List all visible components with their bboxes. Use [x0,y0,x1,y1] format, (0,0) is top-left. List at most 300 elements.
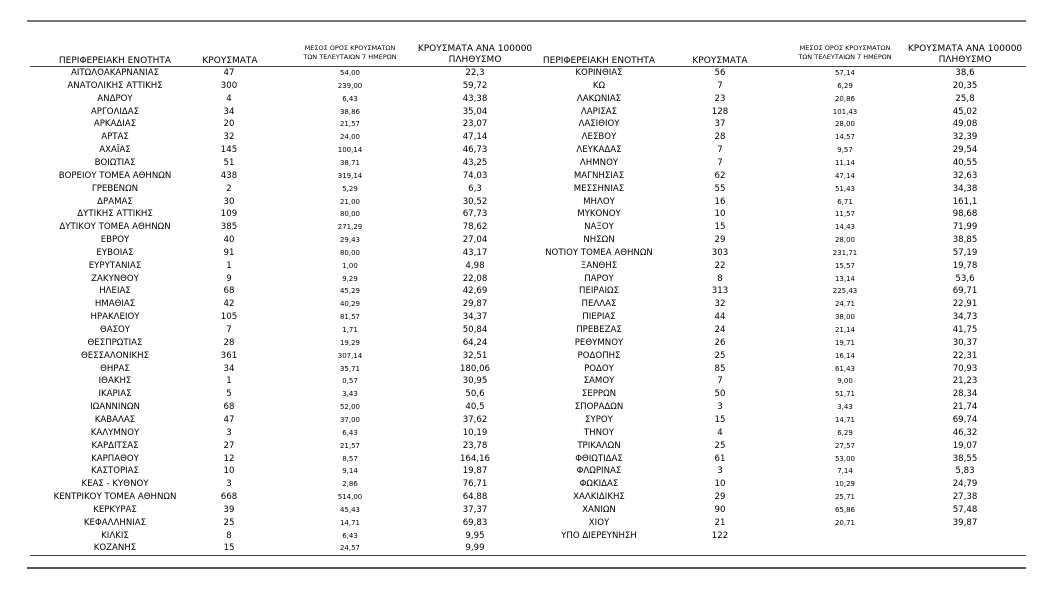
per100k-value: 64,88 [462,492,488,503]
region-name: ΠΡΕΒΕΖΑΣ [576,325,622,335]
cases-value: 50 [714,389,726,400]
cases-value: 10 [714,209,726,220]
header-per100k-line1: ΚΡΟΥΣΜΑΤΑ ΑΝΑ 100000 [417,44,533,54]
per100k-value: 34,37 [462,312,488,323]
region-name: ΡΟΔΟΥ [584,363,614,374]
per100k-value: 27,04 [462,235,488,246]
cases-value: 8 [226,530,232,541]
header-per100k-left [410,44,540,66]
cases-value: 9 [226,273,232,284]
per100k-value: 46,32 [952,427,978,438]
per100k-value: 10,19 [462,427,488,438]
cases-value: 55 [714,183,726,194]
region-name: ΔΥΤΙΚΟΥ ΤΟΜΕΑ ΑΘΗΝΩΝ [59,222,171,233]
avg-value: 20,71 [834,518,856,527]
per100k-value: 21,23 [952,376,978,387]
per100k-value: 69,83 [462,517,488,528]
region-name: ΖΑΚΥΝΘΟΥ [91,273,139,284]
cases-value: 22 [714,260,726,271]
avg-value: 1,71 [342,326,358,334]
region-name: ΧΙΟΥ [588,517,610,528]
avg-value: 13,14 [834,274,856,283]
per100k-value: 32,63 [952,170,978,181]
per100k-value: 78,62 [462,222,488,233]
per100k-value: 67,73 [462,209,488,220]
region-name: ΥΠΟ ΔΙΕΡΕΥΝΗΣΗ [561,530,637,541]
avg-value: 51,71 [834,390,856,399]
per100k-value: 35,04 [462,106,488,117]
cases-value: 668 [220,492,238,503]
cases-value: 61 [714,453,726,464]
cases-value: 21 [714,517,726,528]
avg-value: 6,71 [837,197,853,206]
avg-value: 21,57 [339,120,361,129]
cases-value: 32 [223,132,235,143]
avg-value: 19,29 [339,338,361,347]
region-name: ΚΑΡΠΑΘΟΥ [91,453,139,464]
per100k-value: 5,83 [955,466,975,477]
cases-value: 37 [714,119,726,130]
cases-value: 438 [220,170,238,181]
avg-value: 0,57 [342,377,358,386]
per100k-value: 37,37 [462,504,488,515]
per100k-value: 37,62 [462,414,488,425]
per100k-value: 40,5 [465,402,485,413]
region-name: ΑΙΤΩΛΟΑΚΑΡΝΑΝΙΑΣ [70,68,160,78]
avg-value: 38,71 [339,158,361,167]
cases-value: 32 [714,299,726,310]
cases-value: 7 [226,325,232,335]
cases-value: 300 [220,80,238,91]
cases-value: 303 [711,247,729,258]
avg-value: 25,71 [834,493,856,502]
region-name: ΗΛΕΙΑΣ [99,286,131,297]
header-region-left: ΠΕΡΙΦΕΡΕΙΑΚΗ ΕΝΟΤΗΤΑ [58,56,172,66]
avg-value: 9,14 [342,467,358,476]
region-name: ΡΕΘΥΜΝΟΥ [574,337,624,348]
region-name: ΠΙΕΡΙΑΣ [582,312,616,323]
cases-value: 7 [717,376,723,387]
avg-value: 231,71 [832,248,858,257]
per100k-value: 19,07 [952,440,978,451]
per100k-value: 69,71 [952,286,978,297]
avg-value: 53,00 [834,454,856,463]
avg-value: 27,57 [834,441,856,450]
cases-value: 23 [714,93,726,104]
region-name: ΚΟΖΑΝΗΣ [93,543,137,554]
cases-value: 2 [226,183,232,194]
avg-value: 10,29 [834,480,856,489]
per100k-value: 43,25 [462,157,488,168]
region-name: ΚΑΡΔΙΤΣΑΣ [91,440,139,451]
region-name: ΕΒΡΟΥ [100,235,130,246]
cases-value: 26 [714,337,726,348]
cases-value: 15 [223,543,235,554]
per100k-value: 30,52 [462,196,488,207]
avg-value: 80,00 [339,248,361,257]
cases-value: 361 [220,350,238,361]
avg-value: 52,00 [339,403,361,412]
cases-value: 1 [226,260,232,271]
avg-value: 14,71 [339,518,361,527]
avg-value: 14,57 [834,133,856,142]
region-name: ΣΑΜΟΥ [583,376,615,387]
region-name: ΗΡΑΚΛΕΙΟΥ [90,312,140,323]
cases-value: 90 [714,504,726,515]
cases-value: 28 [223,337,235,348]
region-name: ΙΘΑΚΗΣ [98,376,132,387]
cases-value: 85 [714,363,726,374]
cases-value: 44 [714,312,726,323]
per100k-value: 38,85 [952,235,978,246]
per100k-value: 69,74 [952,414,978,425]
avg-value: 37,00 [339,415,361,424]
per100k-value: 40,55 [952,157,978,168]
cases-value: 10 [714,479,726,490]
header-avg-right [785,44,905,62]
cases-value: 16 [714,196,726,207]
avg-value: 2,86 [342,480,358,489]
per100k-value: 98,68 [952,209,978,220]
avg-value: 6,43 [342,428,358,437]
cases-value: 24 [714,325,726,335]
per100k-value: 22,91 [952,299,978,310]
region-name: ΤΗΝΟΥ [583,427,615,438]
per100k-value: 22,3 [465,68,485,78]
per100k-value: 47,14 [462,132,488,143]
region-name: ΑΝΑΤΟΛΙΚΗΣ ΑΤΤΙΚΗΣ [67,80,163,91]
region-name: ΕΥΒΟΙΑΣ [96,247,134,258]
cases-value: 30 [223,196,235,207]
region-name: ΝΑΞΟΥ [584,222,614,233]
header-avg-line2-right: ΤΩΝ ΤΕΛΕΥΤΑΙΩΝ 7 ΗΜΕΡΩΝ [798,53,892,61]
cases-value: 20 [223,119,235,130]
cases-value: 3 [226,427,232,438]
region-name: ΛΑΣΙΘΙΟΥ [578,119,620,130]
cases-value: 68 [223,286,235,297]
cases-value: 91 [223,247,235,258]
region-name: ΧΑΛΚΙΔΙΚΗΣ [573,492,625,503]
avg-value: 14,43 [834,223,856,232]
region-name: ΘΕΣΣΑΛΟΝΙΚΗΣ [80,350,150,361]
cases-value: 7 [717,157,723,168]
region-name: ΛΑΚΩΝΙΑΣ [576,93,622,104]
region-name: ΔΡΑΜΑΣ [97,196,133,207]
avg-value: 9,00 [837,377,853,386]
region-name: ΣΠΟΡΑΔΩΝ [574,402,624,413]
avg-value: 9,57 [837,146,853,155]
region-name: ΚΕΡΚΥΡΑΣ [93,504,137,515]
cases-value: 3 [717,466,723,477]
region-name: ΜΕΣΣΗΝΙΑΣ [573,183,625,194]
region-name: ΠΕΙΡΑΙΩΣ [578,286,620,297]
avg-value: 28,00 [834,120,856,129]
top-rule [27,20,1026,22]
region-name: ΚΕΝΤΡΙΚΟΥ ΤΟΜΕΑ ΑΘΗΝΩΝ [53,492,177,503]
region-name: ΚΑΒΑΛΑΣ [94,414,136,425]
region-name: ΠΕΛΛΑΣ [581,299,617,310]
avg-value: 45,43 [339,505,361,514]
per100k-value: 41,75 [952,325,978,335]
region-name: ΑΡΤΑΣ [101,132,129,143]
avg-value: 271,29 [337,223,363,232]
region-name: ΓΡΕΒΕΝΩΝ [91,183,139,194]
per100k-value: 53,6 [955,273,975,284]
per100k-value: 23,78 [462,440,488,451]
region-name: ΝΗΣΩΝ [583,235,615,246]
avg-value: 19,71 [834,338,856,347]
cases-value: 4 [226,93,232,104]
region-name: ΔΥΤΙΚΗΣ ΑΤΤΙΚΗΣ [77,209,153,220]
per100k-value: 64,24 [462,337,488,348]
region-name: ΚΟΡΙΝΘΙΑΣ [575,68,623,78]
region-name: ΛΑΡΙΣΑΣ [580,106,618,117]
per100k-value: 45,02 [952,106,978,117]
per100k-value: 50,6 [465,389,485,400]
region-name: ΚΩ [592,80,606,91]
region-name: ΘΗΡΑΣ [100,363,130,374]
cases-value: 25 [714,440,726,451]
region-name: ΑΡΓΟΛΙΔΑΣ [90,106,140,117]
avg-value: 20,86 [834,94,856,103]
header-cases-left: ΚΡΟΥΣΜΑΤΑ [202,56,258,66]
per100k-value: 25,8 [955,93,975,104]
per100k-value: 180,06 [459,363,491,374]
region-name: ΕΥΡΥΤΑΝΙΑΣ [88,260,142,271]
avg-value: 5,29 [342,184,358,193]
region-name: ΚΕΑΣ - ΚΥΘΝΟΥ [81,479,149,490]
header-per100k-line2-right: ΠΛΗΘΥΣΜΟ [938,55,992,65]
per100k-value: 6,3 [468,183,482,194]
cases-value: 47 [223,68,235,78]
avg-value: 7,14 [837,467,853,476]
cases-value: 34 [223,106,235,117]
header-region-right: ΠΕΡΙΦΕΡΕΙΑΚΗ ΕΝΟΤΗΤΑ [542,56,656,66]
per100k-value: 50,84 [462,325,488,335]
per100k-value: 29,87 [462,299,488,310]
region-name: ΞΑΝΘΗΣ [580,260,618,271]
cases-value: 109 [220,209,238,220]
region-name: ΒΟΡΕΙΟΥ ΤΟΜΕΑ ΑΘΗΝΩΝ [58,170,172,181]
region-name: ΚΑΣΤΟΡΙΑΣ [91,466,139,477]
region-name: ΚΙΛΚΙΣ [101,530,129,541]
per100k-value: 9,95 [465,530,485,541]
cases-value: 39 [223,504,235,515]
avg-value: 3,43 [342,390,358,399]
per100k-value: 30,37 [952,337,978,348]
per100k-value: 59,72 [462,80,488,91]
avg-value: 38,00 [834,313,856,322]
per100k-value: 164,16 [459,453,491,464]
region-name: ΜΑΓΝΗΣΙΑΣ [573,170,625,181]
header-cases-right: ΚΡΟΥΣΜΑΤΑ [692,56,748,66]
per100k-value: 43,17 [462,247,488,258]
avg-value: 81,57 [339,313,361,322]
cases-value: 7 [717,80,723,91]
cases-value: 4 [717,427,723,438]
avg-value: 101,43 [832,107,858,116]
avg-value: 80,00 [339,210,361,219]
per100k-value: 76,71 [462,479,488,490]
region-name: ΘΕΣΠΡΩΤΙΑΣ [87,337,143,348]
cases-value: 7 [717,145,723,156]
avg-value: 61,43 [834,364,856,373]
cases-value: 27 [223,440,235,451]
region-name: ΘΑΣΟΥ [99,325,131,335]
avg-value: 225,43 [832,287,858,296]
per100k-value: 57,19 [952,247,978,258]
region-name: ΒΟΙΩΤΙΑΣ [94,157,136,168]
per100k-value: 32,51 [462,350,488,361]
avg-value: 21,14 [834,326,856,334]
cases-value: 29 [714,235,726,246]
cases-value: 8 [717,273,723,284]
region-name: ΑΧΑΪΑΣ [99,145,131,156]
per100k-value: 4,98 [465,260,485,271]
per100k-value: 46,73 [462,145,488,156]
per100k-value: 29,54 [952,145,978,156]
cases-value: 105 [220,312,238,323]
avg-value: 16,14 [834,351,856,360]
cases-value: 29 [714,492,726,503]
cases-value: 62 [714,170,726,181]
avg-value: 6,43 [342,94,358,103]
per100k-value: 22,31 [952,350,978,361]
per100k-value: 38,55 [952,453,978,464]
per100k-value: 74,03 [462,170,488,181]
avg-value: 6,43 [342,531,358,540]
avg-value: 21,57 [339,441,361,450]
cases-value: 28 [714,132,726,143]
cases-value: 313 [711,286,729,297]
region-name: ΚΕΦΑΛΛΗΝΙΑΣ [83,517,147,528]
per100k-value: 34,73 [952,312,978,323]
per100k-value: 19,87 [462,466,488,477]
cases-value: 10 [223,466,235,477]
cases-value: 15 [714,222,726,233]
cases-value: 145 [220,145,238,156]
header-avg-left [290,44,410,62]
cases-value: 34 [223,363,235,374]
avg-value: 307,14 [337,351,363,360]
cases-value: 5 [226,389,232,400]
region-name: ΙΚΑΡΙΑΣ [98,389,132,400]
per100k-value: 30,95 [462,376,488,387]
avg-value: 47,14 [834,171,856,180]
avg-value: 24,57 [339,544,361,553]
avg-value: 29,43 [339,236,361,245]
header-per100k-line1-right: ΚΡΟΥΣΜΑΤΑ ΑΝΑ 100000 [907,44,1023,54]
per100k-value: 21,74 [952,402,978,413]
region-name: ΑΝΔΡΟΥ [97,93,133,104]
avg-value: 239,00 [337,81,363,90]
region-name: ΝΟΤΙΟΥ ΤΟΜΕΑ ΑΘΗΝΩΝ [545,247,653,258]
cases-value: 1 [226,376,232,387]
per100k-value: 19,78 [952,260,978,271]
avg-value: 21,00 [339,197,361,206]
region-name: ΙΩΑΝΝΙΝΩΝ [90,402,140,413]
region-name: ΣΥΡΟΥ [585,414,613,425]
avg-value: 65,86 [834,505,856,514]
cases-value: 3 [226,479,232,490]
avg-value: 11,57 [834,210,856,219]
header-per100k-line2: ΠΛΗΘΥΣΜΟ [448,55,502,65]
per100k-value: 49,08 [952,119,978,130]
avg-value: 100,14 [337,146,363,155]
avg-value: 28,00 [834,236,856,245]
region-name: ΣΕΡΡΩΝ [581,389,617,400]
avg-value: 54,00 [339,69,361,77]
cases-value: 47 [223,414,235,425]
header-avg-line1: ΜΕΣΟΣ ΟΡΟΣ ΚΡΟΥΣΜΑΤΩΝ [304,44,396,52]
region-name: ΧΑΝΙΩΝ [582,504,616,515]
avg-value: 15,57 [834,261,856,270]
cases-value: 3 [717,402,723,413]
cases-value: 25 [223,517,235,528]
header-avg-line2: ΤΩΝ ΤΕΛΕΥΤΑΙΩΝ 7 ΗΜΕΡΩΝ [303,53,397,61]
header-per100k-right [900,44,1030,66]
avg-value: 6,29 [837,428,853,437]
cases-value: 15 [714,414,726,425]
cases-value: 385 [220,222,238,233]
avg-value: 45,29 [339,287,361,296]
avg-value: 1,00 [342,261,358,270]
region-name: ΛΗΜΝΟΥ [579,157,619,168]
per100k-value: 32,39 [952,132,978,143]
avg-value: 8,57 [342,454,358,463]
avg-value: 51,43 [834,184,856,193]
cases-value: 12 [223,453,235,464]
bottom-table-rule [30,555,1026,556]
region-name: ΛΕΣΒΟΥ [581,132,617,143]
avg-value: 9,29 [342,274,358,283]
per100k-value: 27,38 [952,492,978,503]
per100k-value: 71,99 [952,222,978,233]
per100k-value: 70,93 [952,363,978,374]
per100k-value: 57,48 [952,504,978,515]
region-name: ΜΥΚΟΝΟΥ [577,209,621,220]
cases-value: 68 [223,402,235,413]
per100k-value: 43,38 [462,93,488,104]
header-avg-line1-right: ΜΕΣΟΣ ΟΡΟΣ ΚΡΟΥΣΜΑΤΩΝ [799,44,891,52]
cases-value: 25 [714,350,726,361]
avg-value: 3,43 [837,403,853,412]
avg-value: 57,14 [834,69,856,77]
per100k-value: 22,08 [462,273,488,284]
region-name: ΠΑΡΟΥ [584,273,614,284]
per100k-value: 161,1 [952,196,978,207]
cases-value: 56 [714,68,726,78]
per100k-value: 42,69 [462,286,488,297]
region-name: ΦΘΙΩΤΙΔΑΣ [575,453,623,464]
per100k-value: 24,79 [952,479,978,490]
avg-value: 40,29 [339,300,361,309]
per100k-value: 34,38 [952,183,978,194]
region-name: ΑΡΚΑΔΙΑΣ [93,119,137,130]
region-name: ΤΡΙΚΑΛΩΝ [577,440,621,451]
per100k-value: 20,35 [952,80,978,91]
cases-value: 128 [711,106,729,117]
per100k-value: 23,07 [462,119,488,130]
cases-value: 40 [223,235,235,246]
avg-value: 14,71 [834,415,856,424]
region-name: ΚΑΛΥΜΝΟΥ [90,427,140,438]
per100k-value: 38,6 [955,68,975,78]
avg-value: 514,00 [337,493,363,502]
region-name: ΛΕΥΚΑΔΑΣ [576,145,622,156]
avg-value: 24,71 [834,300,856,309]
per100k-value: 28,34 [952,389,978,400]
